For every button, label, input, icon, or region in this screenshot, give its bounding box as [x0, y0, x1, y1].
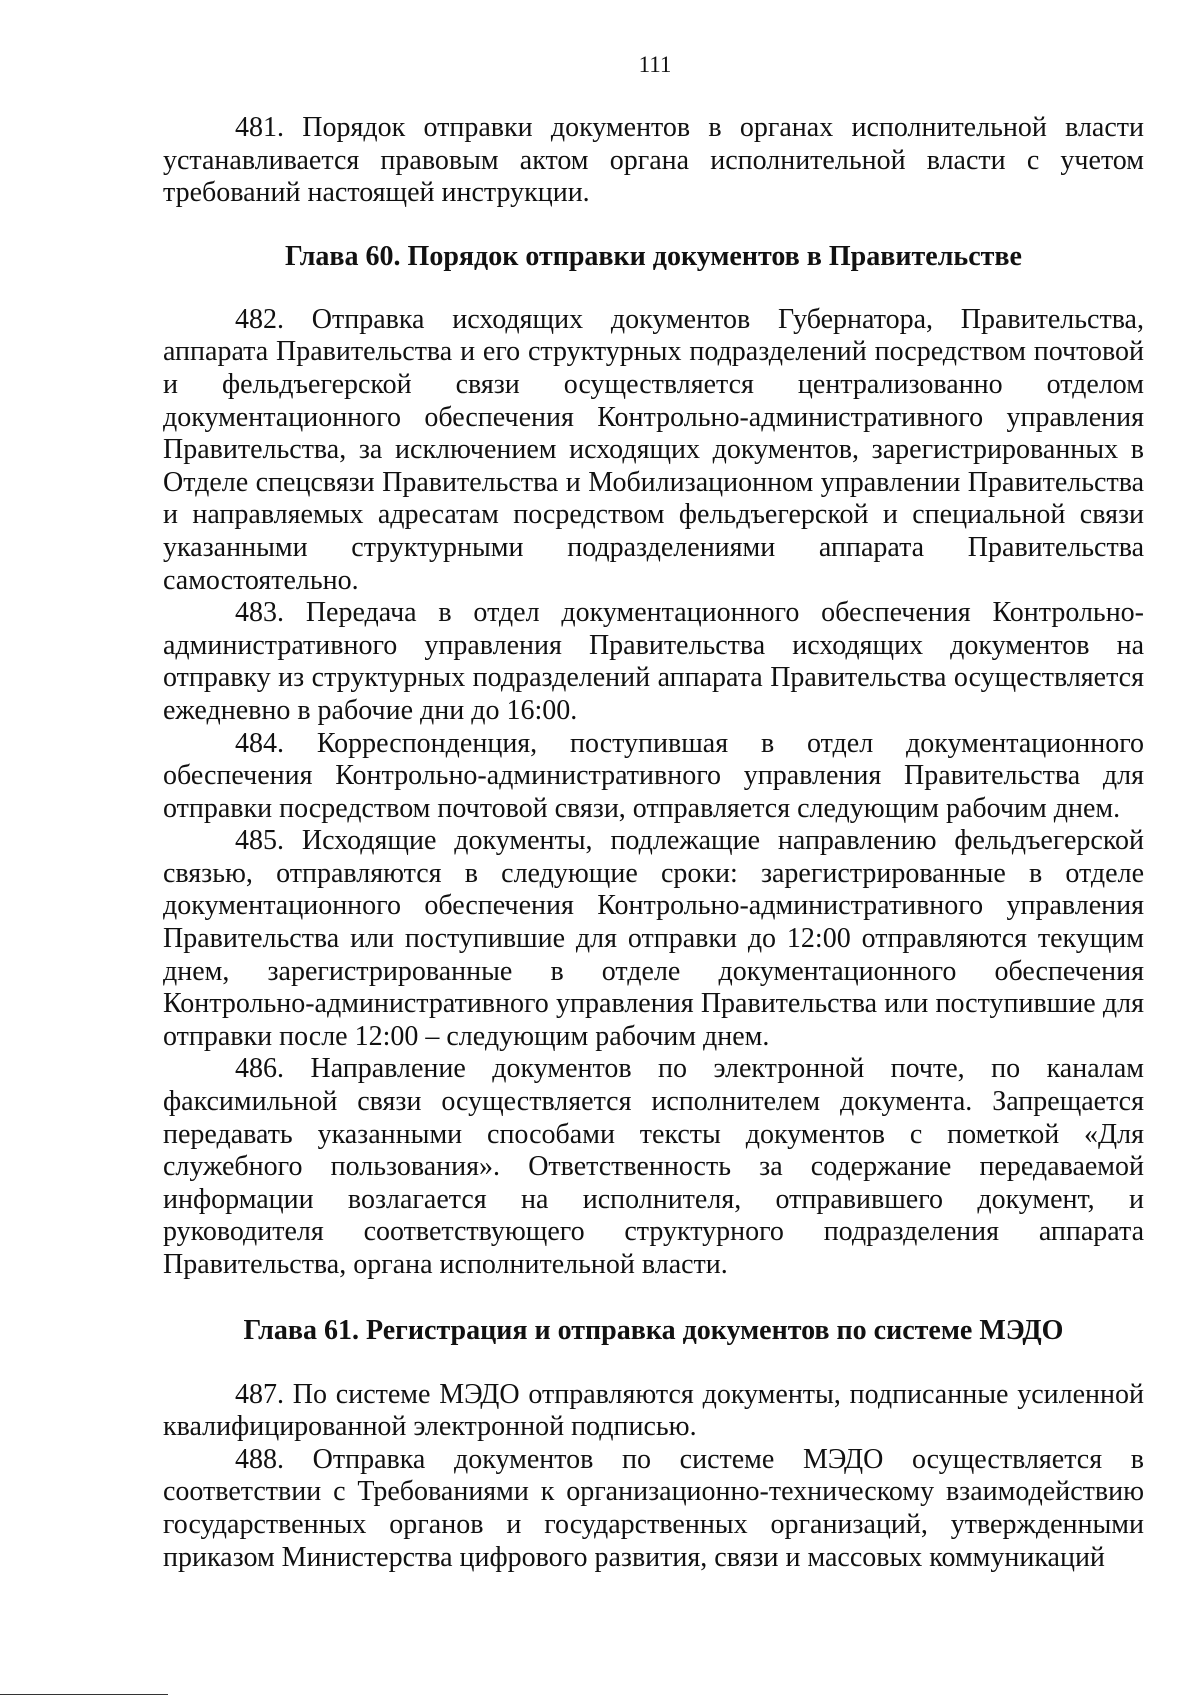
chapter-61-heading: Глава 61. Регистрация и отправка документов по системе МЭДО	[243, 1314, 1064, 1346]
paragraph-486: 486. Направление документов по электронной почте, по каналам факсимильной связи осуществляется исполнителем документа. Запрещается передавать указанными способами тексты документов с пометкой «Для служебного пользования». Ответственность за содержание передаваемой информации возлагается на исполнителя, отправившего документ, и руководителя соответствующего структурного подразделения аппарата Правительства, органа исполнительной власти.	[163, 1053, 1144, 1280]
paragraph-483: 483. Передача в отдел документационного обеспечения Контрольно-административного управления Правительства исходящих документов на отправку из структурных подразделений аппарата Правительства осуществляется ежедневно в рабочие дни до 16:00.	[163, 597, 1144, 726]
paragraph-484: 484. Корреспонденция, поступившая в отдел документационного обеспечения Контрольно-административного управления Правительства для отправки посредством почтовой связи, отправляется следующим рабочим днем.	[163, 727, 1144, 824]
paragraph-485: 485. Исходящие документы, подлежащие направлению фельдъегерской связью, отправляются в следующие сроки: зарегистрированные в отделе документационного обеспечения Контрольно-административного управления Правительства или поступившие для отправки до 12:00 отправляются текущим днем, зарегистрированные в отделе документационного обеспечения Контрольно-административного управления Правительства или поступившие для отправки после 12:00 – следующим рабочим днем.	[163, 825, 1144, 1052]
chapter-60-heading: Глава 60. Порядок отправки документов в Правительстве	[285, 240, 1022, 272]
paragraph-482: 482. Отправка исходящих документов Губернатора, Правительства, аппарата Правительства и его структурных подразделений посредством почтовой и фельдъегерской связи осуществляется централизованно отделом документационного обеспечения Контрольно-административного управления Правительства, за исключением исходящих документов, зарегистрированных в Отделе спецсвязи Правительства и Мобилизационном управлении Правительства и направляемых адресатам посредством фельдъегерской и специальной связи указанными структурными подразделениями аппарата Правительства самостоятельно.	[163, 303, 1144, 596]
footnote-separator-line	[0, 1694, 168, 1695]
paragraph-481: 481. Порядок отправки документов в органах исполнительной власти устанавливается правовым актом органа исполнительной власти с учетом требований настоящей инструкции.	[163, 112, 1144, 209]
page-number: 111	[638, 52, 672, 77]
paragraph-487: 487. По системе МЭДО отправляются документы, подписанные усиленной квалифицированной электронной подписью.	[163, 1378, 1144, 1443]
document-body	[163, 112, 1144, 1574]
paragraph-488: 488. Отправка документов по системе МЭДО осуществляется в соответствии с Требованиями к организационно-техническому взаимодействию государственных органов и государственных организаций, утвержденными приказом Министерства цифрового развития, связи и массовых коммуникаций	[163, 1443, 1144, 1573]
